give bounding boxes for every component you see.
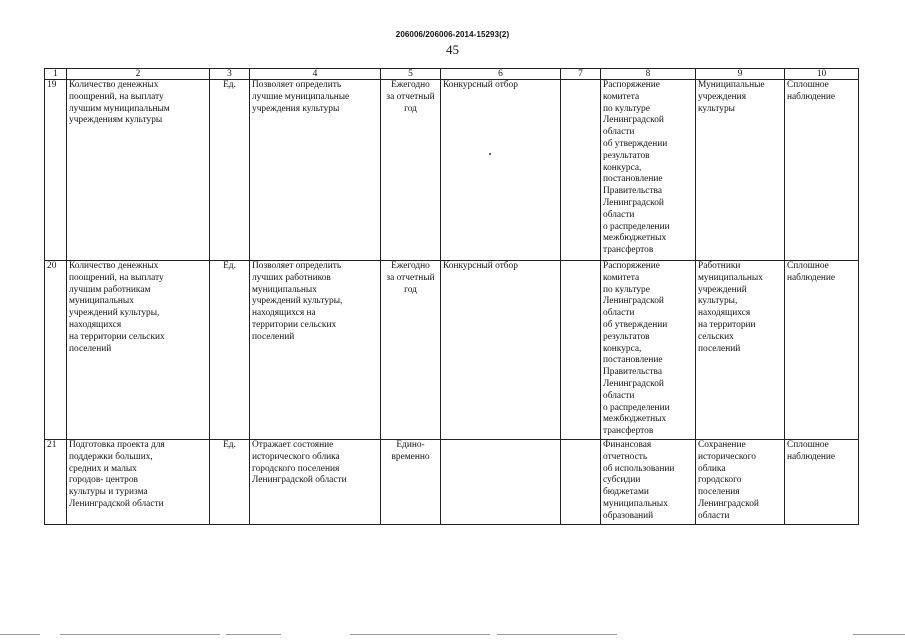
description-cell: Отражает состояние исторического облика городского поселения Ленинградской области (250, 440, 381, 525)
table-header-row (45, 69, 859, 80)
column-header: 8 (601, 69, 696, 80)
source-cell: Финансовая отчетность об использовании субсидии бюджетами муниципальных образований (601, 440, 696, 525)
empty-cell (561, 440, 601, 525)
description-cell: Позволяет определить лучших работников муниципальных учреждений культуры, находящихся на территории сельских поселений (250, 261, 381, 440)
row-number-cell: 20 (45, 261, 67, 440)
frequency-cell: Ежегодно за отчетный год (381, 261, 441, 440)
column-header: 3 (210, 69, 250, 80)
scan-artifact-line (853, 634, 905, 635)
object-cell: Сохранение исторического облика городского поселения Ленинградской области (696, 440, 785, 525)
column-header: 7 (561, 69, 601, 80)
column-header: 10 (785, 69, 859, 80)
coverage-cell: Сплошное наблюдение (785, 440, 859, 525)
unit-cell: Ед. (210, 80, 250, 261)
scan-artifact-line (226, 634, 281, 635)
indicator-cell: Подготовка проекта для поддержки больших, средних и малых городов- центров культуры и туризма Ленинградской области (67, 440, 210, 525)
document-id: 206006/206006-2014-15293(2) (395, 30, 510, 39)
scan-speck (489, 153, 491, 155)
column-header: 6 (441, 69, 561, 80)
method-cell: Конкурсный отбор (441, 80, 561, 261)
unit-cell: Ед. (210, 261, 250, 440)
empty-cell (561, 80, 601, 261)
indicator-cell: Количество денежных поощрений, на выплату лучшим муниципальным учреждениям культуры (67, 80, 210, 261)
description-cell: Позволяет определить лучшие муниципальные учреждения культуры (250, 80, 381, 261)
column-header: 5 (381, 69, 441, 80)
empty-cell (561, 261, 601, 440)
column-header: 2 (67, 69, 210, 80)
scan-artifact-line (0, 634, 40, 635)
row-number-cell: 21 (45, 440, 67, 525)
object-cell: Муниципальные учреждения культуры (696, 80, 785, 261)
table-row (45, 261, 859, 440)
column-header: 4 (250, 69, 381, 80)
frequency-cell: Едино- временно (381, 440, 441, 525)
indicator-cell: Количество денежных поощрений, на выплату лучшим работникам муниципальных учреждений культуры, находящихся на территории сельских поселений (67, 261, 210, 440)
row-number-cell: 19 (45, 80, 67, 261)
table-row (45, 80, 859, 261)
column-header: 1 (45, 69, 67, 80)
page-number: 45 (446, 42, 459, 57)
indicators-table (44, 68, 859, 525)
table-row (45, 440, 859, 525)
unit-cell: Ед. (210, 440, 250, 525)
scan-artifact-line (350, 634, 490, 635)
source-cell: Распоряжение комитета по культуре Ленинградской области об утверждении результатов конкурса, постановление Правительства Ленинградской области о распределении межбюджетных трансфертов (601, 80, 696, 261)
scan-artifact-line (497, 634, 617, 635)
column-header: 9 (696, 69, 785, 80)
scan-artifact-line (60, 634, 220, 635)
coverage-cell: Сплошное наблюдение (785, 261, 859, 440)
coverage-cell: Сплошное наблюдение (785, 80, 859, 261)
source-cell: Распоряжение комитета по культуре Ленинградской области об утверждении результатов конкурса, постановление Правительства Ленинградской области о распределении межбюджетных трансфертов (601, 261, 696, 440)
method-cell (441, 440, 561, 525)
frequency-cell: Ежегодно за отчетный год (381, 80, 441, 261)
object-cell: Работники муниципальных учреждений культуры, находящихся на территории сельских поселений (696, 261, 785, 440)
method-cell: Конкурсный отбор (441, 261, 561, 440)
